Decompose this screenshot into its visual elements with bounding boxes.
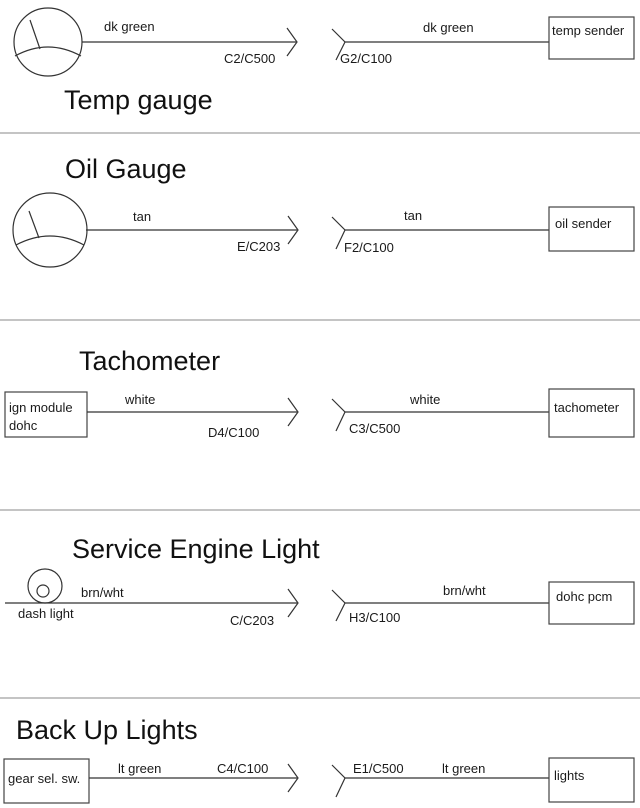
section-title: Temp gauge <box>64 85 213 115</box>
destination-label: temp sender <box>552 23 625 38</box>
section-title: Tachometer <box>79 346 221 376</box>
connector-right-label: E1/C500 <box>353 761 404 776</box>
section-back-up-lights <box>4 715 634 803</box>
section-title: Oil Gauge <box>65 154 187 184</box>
wire-color-left: lt green <box>118 761 162 776</box>
connector-female-arrow <box>332 590 345 621</box>
gauge-icon <box>13 193 87 267</box>
wire-color-right: lt green <box>442 761 486 776</box>
connector-right-label: G2/C100 <box>340 51 393 66</box>
connector-right-label: F2/C100 <box>344 240 394 255</box>
connector-left-label: D4/C100 <box>208 425 260 440</box>
destination-label: lights <box>554 768 585 783</box>
section-tachometer <box>5 346 634 440</box>
gauge-icon <box>14 8 82 76</box>
wire-color-right: brn/wht <box>443 583 486 598</box>
wire-color-left: white <box>125 392 156 407</box>
connector-female-arrow <box>332 399 345 431</box>
wire-color-left: tan <box>133 209 152 224</box>
section-oil-gauge <box>13 154 634 267</box>
section-temp-gauge <box>14 8 634 115</box>
wire-color-left: brn/wht <box>81 585 124 600</box>
connector-left-label: C4/C100 <box>217 761 269 776</box>
source-label: gear sel. sw. <box>8 771 81 786</box>
section-title: Service Engine Light <box>72 534 320 564</box>
connector-left-label: C2/C500 <box>224 51 276 66</box>
wire-color-right: tan <box>404 208 423 223</box>
source-label: ign module <box>9 400 73 415</box>
connector-right-label: H3/C100 <box>349 610 401 625</box>
connector-left-label: E/C203 <box>237 239 281 254</box>
connector-right-label: C3/C500 <box>349 421 401 436</box>
section-title: Back Up Lights <box>16 715 198 745</box>
source-label: dash light <box>18 606 74 621</box>
connector-female-arrow <box>332 765 345 797</box>
section-service-engine-light <box>5 534 634 628</box>
source-label-line2: dohc <box>9 418 38 433</box>
connector-left-label: C/C203 <box>230 613 275 628</box>
destination-label: oil sender <box>555 216 612 231</box>
wire-color-right: white <box>410 392 441 407</box>
wire-color-right: dk green <box>423 20 474 35</box>
bulb-icon <box>28 569 62 603</box>
destination-label: dohc pcm <box>556 589 613 604</box>
wire-color-left: dk green <box>104 19 155 34</box>
destination-label: tachometer <box>554 400 620 415</box>
